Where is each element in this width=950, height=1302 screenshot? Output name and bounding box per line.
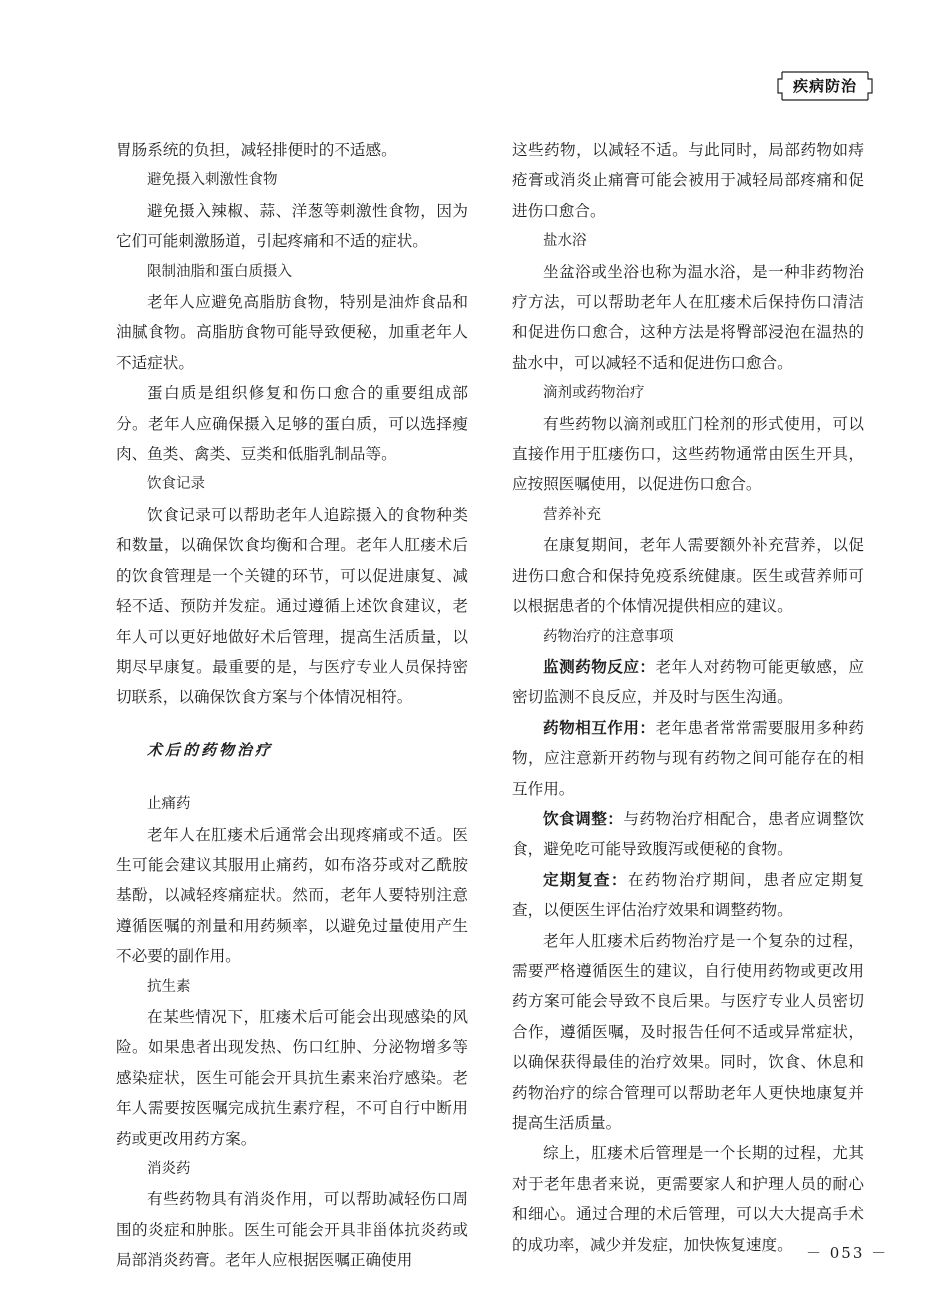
note-paragraph — [512, 652, 864, 713]
subheading: 药物治疗的注意事项 — [543, 628, 674, 645]
note-text: 与药物治疗相配合，患者应调整饮食，避免吃可能导致腹泻或便秘的食物。 — [512, 809, 864, 859]
paragraph: 老年人在肛瘘术后通常会出现疼痛或不适。医生可能会建议其服用止痛药，如布洛芬或对乙酰胺基酚，以减轻疼痛症状。然而，老年人要特别注意遵循医嘱的剂量和用药频率，以避免过量使用产生不必要的副作用。 — [116, 825, 468, 966]
note-text: 在药物治疗期间，患者应定期复查，以便医生评估治疗效果和调整药物。 — [512, 870, 864, 920]
note-lead: 监测药物反应： — [543, 657, 656, 676]
subheading: 滴剂或药物治疗 — [543, 385, 645, 402]
paragraph: 在某些情况下，肛瘘术后可能会出现感染的风险。如果患者出现发热、伤口红肿、分泌物增多等感染症状，医生可能会开具抗生素来治疗感染。老年人需要按医嘱完成抗生素疗程，不可自行中断用药或更改用药方案。 — [116, 1007, 468, 1148]
paragraph: 避免摄入辣椒、蒜、洋葱等刺激性食物，因为它们可能刺激肠道，引起疼痛和不适的症状。 — [116, 201, 468, 251]
left-column — [116, 135, 468, 1276]
paragraph: 在康复期间，老年人需要额外补充营养，以促进伤口愈合和保持免疫系统健康。医生或营养师可以根据患者的个体情况提供相应的建议。 — [512, 536, 864, 616]
subheading: 饮食记录 — [147, 476, 205, 493]
section-tag-label: 疾病防治 — [792, 77, 857, 95]
note-text: 老年患者常常需要服用多种药物，应注意新开药物与现有药物之间可能存在的相互作用。 — [512, 718, 864, 798]
note-paragraph — [512, 713, 864, 804]
subheading: 限制油脂和蛋白质摄入 — [147, 263, 292, 280]
paragraph: 综上，肛瘘术后管理是一个长期的过程，尤其对于老年患者来说，更需要家人和护理人员的耐心和细心。通过合理的术后管理，可以大大提高手术的成功率，减少并发症，加快恢复速度。 — [512, 1144, 864, 1254]
paragraph: 饮食记录可以帮助老年人追踪摄入的食物种类和数量，以确保饮食均衡和合理。老年人肛瘘术后的饮食管理是一个关键的环节，可以促进康复、减轻不适、预防并发症。通过遵循上述饮食建议，老年人可以更好地做好术后管理，提高生活质量，以期尽早康复。最重要的是，与医疗专业人员保持密切联系，以确保饮食方案与个体情况相符。 — [116, 505, 468, 707]
note-paragraph — [512, 804, 864, 865]
page-number: － 053 － — [806, 1244, 889, 1262]
paragraph: 这些药物，以减轻不适。与此同时，局部药物如痔疮膏或消炎止痛膏可能会被用于减轻局部疼痛和促进伤口愈合。 — [512, 141, 864, 220]
paragraph: 老年人肛瘘术后药物治疗是一个复杂的过程，需要严格遵循医生的建议，自行使用药物或更改用药方案可能会导致不良后果。与医疗专业人员密切合作，遵循医嘱，及时报告任何不适或异常症状，以确保获得最佳的治疗效果。同时，饮食、休息和药物治疗的综合管理可以帮助老年人更快地康复并提高生活质量。 — [512, 931, 864, 1132]
paragraph: 蛋白质是组织修复和伤口愈合的重要组成部分。老年人应确保摄入足够的蛋白质，可以选择瘦肉、鱼类、禽类、豆类和低脂乳制品等。 — [116, 384, 468, 464]
paragraph: 坐盆浴或坐浴也称为温水浴，是一种非药物治疗方法，可以帮助老年人在肛瘘术后保持伤口清洁和促进伤口愈合，这种方法是将臀部浸泡在温热的盐水中，可以减轻不适和促进伤口愈合。 — [512, 262, 864, 372]
subheading: 抗生素 — [147, 978, 191, 995]
subheading: 消炎药 — [147, 1161, 191, 1177]
subheading: 营养补充 — [543, 506, 601, 523]
note-lead: 饮食调整： — [543, 809, 624, 828]
paragraph: 有些药物具有消炎作用，可以帮助减轻伤口周围的炎症和肿胀。医生可能会开具非甾体抗炎药或局部消炎药膏。老年人应根据医嘱正确使用 — [116, 1190, 468, 1270]
subheading: 避免摄入刺激性食物 — [147, 172, 278, 189]
paragraph: 胃肠系统的负担，减轻排便时的不适感。 — [116, 141, 397, 159]
right-column — [512, 135, 864, 1260]
paragraph: 有些药物以滴剂或肛门栓剂的形式使用，可以直接作用于肛瘘伤口，这些药物通常由医生开具，应按照医嘱使用，以促进伤口愈合。 — [512, 414, 864, 494]
note-lead: 药物相互作用： — [543, 718, 656, 737]
paragraph: 老年人应避免高脂肪食物，特别是油炸食品和油腻食物。高脂肪食物可能导致便秘，加重老年人不适症状。 — [116, 293, 468, 372]
note-paragraph — [512, 865, 864, 926]
section-tag — [776, 70, 874, 102]
note-text: 老年人对药物可能更敏感，应密切监测不良反应，并及时与医生沟通。 — [512, 657, 864, 707]
subheading: 盐水浴 — [543, 233, 587, 250]
note-lead: 定期复查： — [543, 870, 628, 889]
subheading: 止痛药 — [147, 796, 191, 813]
section-heading: 术后的药物治疗 — [147, 740, 274, 759]
